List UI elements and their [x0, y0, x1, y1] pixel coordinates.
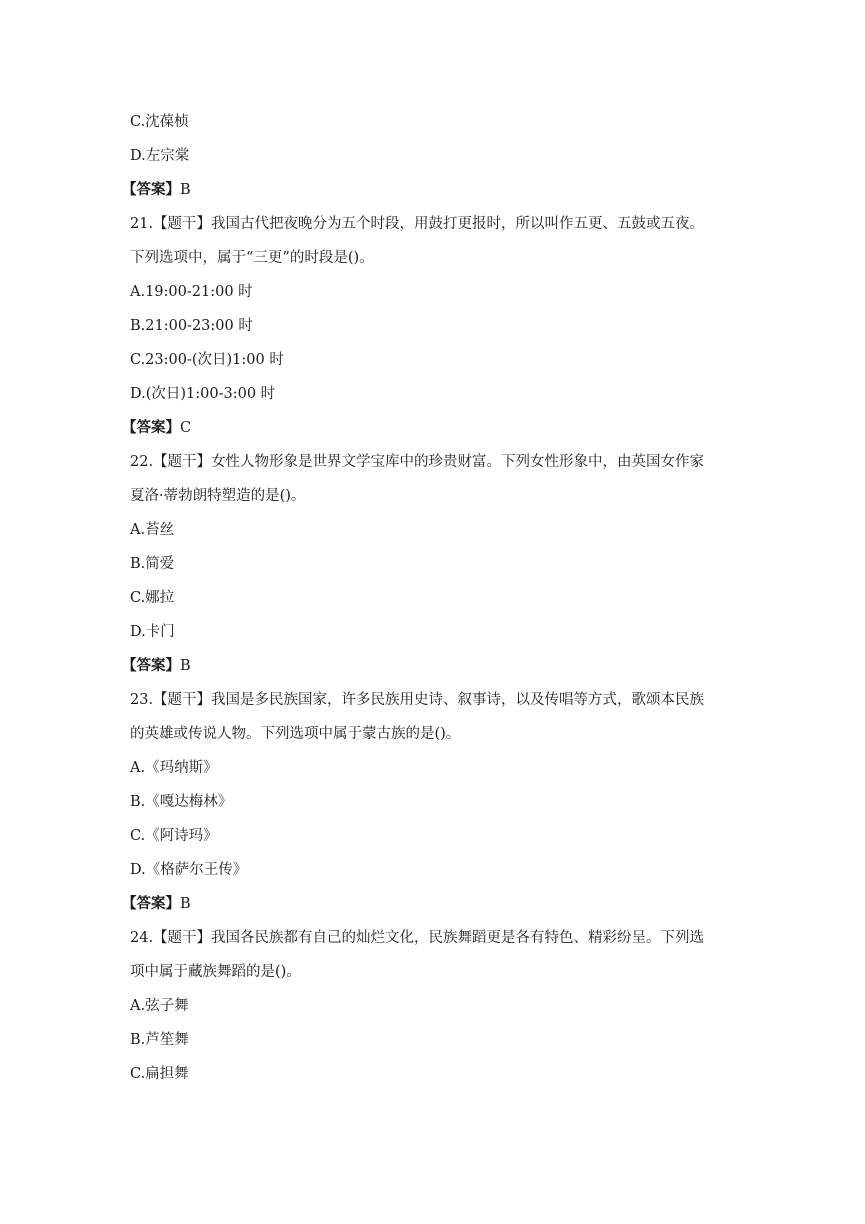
answer-value: C: [180, 420, 192, 436]
question-22-answer: [122, 656, 191, 676]
question-23-option-a: A.《玛纳斯》: [130, 760, 218, 776]
question-22-option-d: D.卡门: [130, 624, 175, 640]
question-24-stem-line2: 项中属于藏族舞蹈的是()。: [130, 964, 301, 980]
answer-value: B: [180, 896, 191, 912]
question-21-option-b: B.21:00-23:00 时: [130, 318, 253, 334]
answer-label: 【答案】: [122, 419, 180, 436]
answer-value: B: [180, 182, 191, 198]
question-23-answer: [122, 894, 191, 914]
question-22-option-a: A.苔丝: [130, 522, 175, 538]
question-24-option-a: A.弦子舞: [130, 998, 189, 1014]
question-24-option-b: B.芦笙舞: [130, 1032, 189, 1048]
answer-value: B: [180, 658, 191, 674]
question-21-option-d: D.(次日)1:00-3:00 时: [130, 386, 276, 402]
question-22-option-c: C.娜拉: [130, 590, 175, 606]
option-d: D.左宗棠: [130, 148, 190, 164]
question-21-option-a: A.19:00-21:00 时: [130, 284, 253, 300]
question-21-stem-line2: 下列选项中，属于“三更”的时段是()。: [130, 250, 374, 266]
option-c: C.沈葆桢: [130, 114, 189, 130]
question-21-stem-line1: 21.【题干】我国古代把夜晚分为五个时段，用鼓打更报时，所以叫作五更、五鼓或五夜。: [130, 216, 705, 232]
question-22-stem-line2: 夏洛·蒂勃朗特塑造的是()。: [130, 488, 306, 504]
answer-label: 【答案】: [122, 657, 180, 674]
answer-line: [122, 180, 191, 200]
question-22-option-b: B.简爱: [130, 556, 175, 572]
question-24-option-c: C.扁担舞: [130, 1066, 189, 1082]
question-24-stem-line1: 24.【题干】我国各民族都有自己的灿烂文化，民族舞蹈更是各有特色、精彩纷呈。下列选: [130, 930, 705, 946]
answer-label: 【答案】: [122, 895, 180, 912]
question-23-stem-line1: 23.【题干】我国是多民族国家，许多民族用史诗、叙事诗，以及传唱等方式，歌颂本民族: [130, 692, 705, 708]
question-21-option-c: C.23:00-(次日)1:00 时: [130, 352, 284, 368]
answer-label: 【答案】: [122, 181, 180, 198]
question-23-stem-line2: 的英雄或传说人物。下列选项中属于蒙古族的是()。: [130, 726, 461, 742]
question-22-stem-line1: 22.【题干】女性人物形象是世界文学宝库中的珍贵财富。下列女性形象中，由英国女作家: [130, 454, 705, 470]
question-23-option-c: C.《阿诗玛》: [130, 828, 218, 844]
question-21-answer: [122, 418, 191, 438]
question-23-option-d: D.《格萨尔王传》: [130, 862, 248, 878]
question-23-option-b: B.《嘎达梅林》: [130, 794, 233, 810]
